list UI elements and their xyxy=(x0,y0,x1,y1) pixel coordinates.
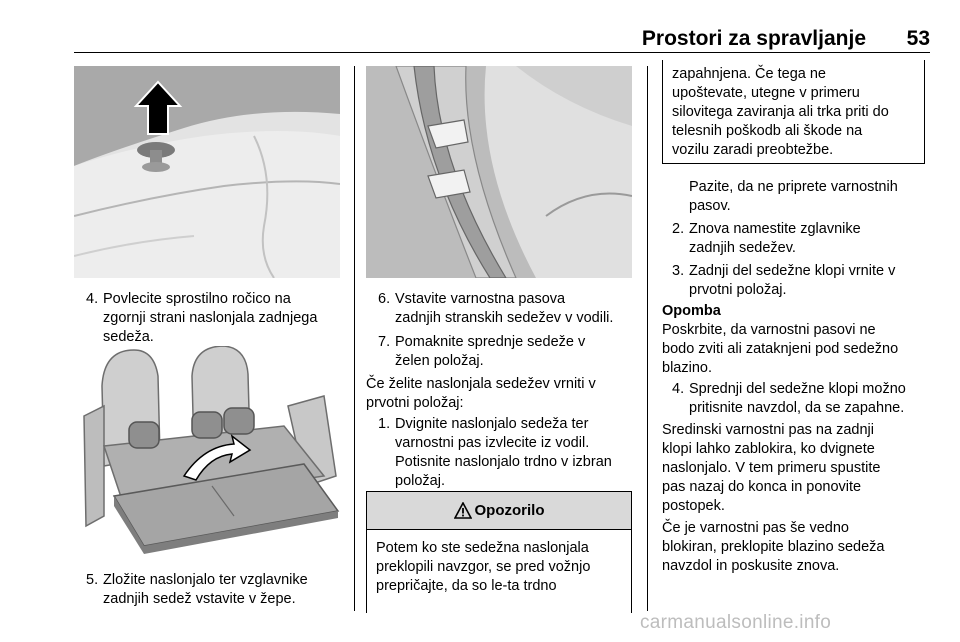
watermark: carmanualsonline.info xyxy=(640,612,832,633)
warning-line-2: preklopili navzgor, se pred vožnjo xyxy=(376,559,591,575)
step-5-line-1: Zložite naslonjalo ter vzglavnike xyxy=(103,572,308,588)
warning-icon xyxy=(454,502,472,519)
substep-2-number: 2. xyxy=(672,221,685,237)
step-7-line-2: želen položaj. xyxy=(395,353,484,369)
warning-cont-line-5: vozilu zaradi preobtežbe. xyxy=(672,142,834,158)
intro-line-2: prvotni položaj: xyxy=(366,395,464,411)
substep-1-line-4: položaj. xyxy=(395,473,445,489)
intro-line-1: Če želite naslonjala sedežev vrniti v xyxy=(366,376,596,392)
step-4-number: 4. xyxy=(86,291,99,307)
header-rule xyxy=(74,52,930,53)
substep-1-line-2: varnostni pas izvlecite iz vodil. xyxy=(395,435,590,451)
para-1-line-1: Sredinski varnostni pas na zadnji xyxy=(662,422,874,438)
para-1-line-2: klopi lahko zablokira, ko dvignete xyxy=(662,441,875,457)
column-divider-2 xyxy=(647,66,648,611)
warning-title: Opozorilo xyxy=(474,502,545,519)
note-title: Opomba xyxy=(662,303,721,319)
warning-line-1: Potem ko ste sedežna naslonjala xyxy=(376,540,589,556)
substep-3-line-1: Zadnji del sedežne klopi vrnite v xyxy=(689,263,896,279)
step-6-line-1: Vstavite varnostna pasova xyxy=(395,291,566,307)
page-title: Prostori za spravljanje xyxy=(641,27,866,50)
substep-1-number: 1. xyxy=(378,416,391,432)
continued-line-2: pasov. xyxy=(689,198,731,214)
warning-header xyxy=(367,492,631,530)
substep-4-line-1: Sprednji del sedežne klopi možno xyxy=(689,381,906,397)
step-4-line-3: sedeža. xyxy=(103,329,154,345)
note-line-1: Poskrbite, da varnostni pasovi ne xyxy=(662,322,876,338)
continued-line-1: Pazite, da ne priprete varnostnih xyxy=(689,179,898,195)
substep-2-line-2: zadnjih sedežev. xyxy=(689,240,796,256)
substep-2-line-1: Znova namestite zglavnike xyxy=(689,221,861,237)
step-5-line-2: zadnjih sedež vstavite v žepe. xyxy=(103,591,296,607)
step-7-number: 7. xyxy=(378,334,391,350)
warning-box-continued xyxy=(662,60,925,164)
para-2-line-2: blokiran, preklopite blazino sedeža xyxy=(662,539,885,555)
warning-line-3: prepričajte, da so le-ta trdno xyxy=(376,578,557,594)
para-1-line-3: naslonjalo. V tem primeru spustite xyxy=(662,460,881,476)
substep-1-line-3: Potisnite naslonjalo trdno v izbran xyxy=(395,454,612,470)
step-4-line-1: Povlecite sprostilno ročico na xyxy=(103,291,291,307)
warning-cont-line-4: telesnih poškodb ali škode na xyxy=(672,123,863,139)
note-line-3: blazino. xyxy=(662,360,712,376)
note-line-2: bodo zviti ali zataknjeni pod sedežno xyxy=(662,341,899,357)
warning-cont-line-2: upoštevate, utegne v primeru xyxy=(672,85,860,101)
figure-folded-rear-seats xyxy=(74,346,340,556)
step-6-number: 6. xyxy=(378,291,391,307)
figure-seat-release-lever xyxy=(74,66,340,278)
substep-4-number: 4. xyxy=(672,381,685,397)
figure-seatbelt-guide xyxy=(366,66,632,278)
step-7-line-1: Pomaknite sprednje sedeže v xyxy=(395,334,586,350)
warning-cont-line-3: silovitega zaviranja ali trka priti do xyxy=(672,104,889,120)
step-5-number: 5. xyxy=(86,572,99,588)
substep-3-line-2: prvotni položaj. xyxy=(689,282,787,298)
para-2-line-3: navzdol in poskusite znova. xyxy=(662,558,840,574)
para-1-line-5: postopek. xyxy=(662,498,725,514)
substep-4-line-2: pritisnite navzdol, da se zapahne. xyxy=(689,400,905,416)
step-4-line-2: zgornji strani naslonjala zadnjega xyxy=(103,310,318,326)
substep-1-line-1: Dvignite naslonjalo sedeža ter xyxy=(395,416,589,432)
column-divider-1 xyxy=(354,66,355,611)
substep-3-number: 3. xyxy=(672,263,685,279)
step-6-line-2: zadnjih stranskih sedežev v vodili. xyxy=(395,310,614,326)
warning-cont-line-1: zapahnjena. Če tega ne xyxy=(672,66,826,82)
warning-box xyxy=(366,491,632,613)
page-number: 53 xyxy=(906,27,930,50)
para-1-line-4: pas nazaj do konca in ponovite xyxy=(662,479,862,495)
para-2-line-1: Če je varnostni pas še vedno xyxy=(662,520,849,536)
